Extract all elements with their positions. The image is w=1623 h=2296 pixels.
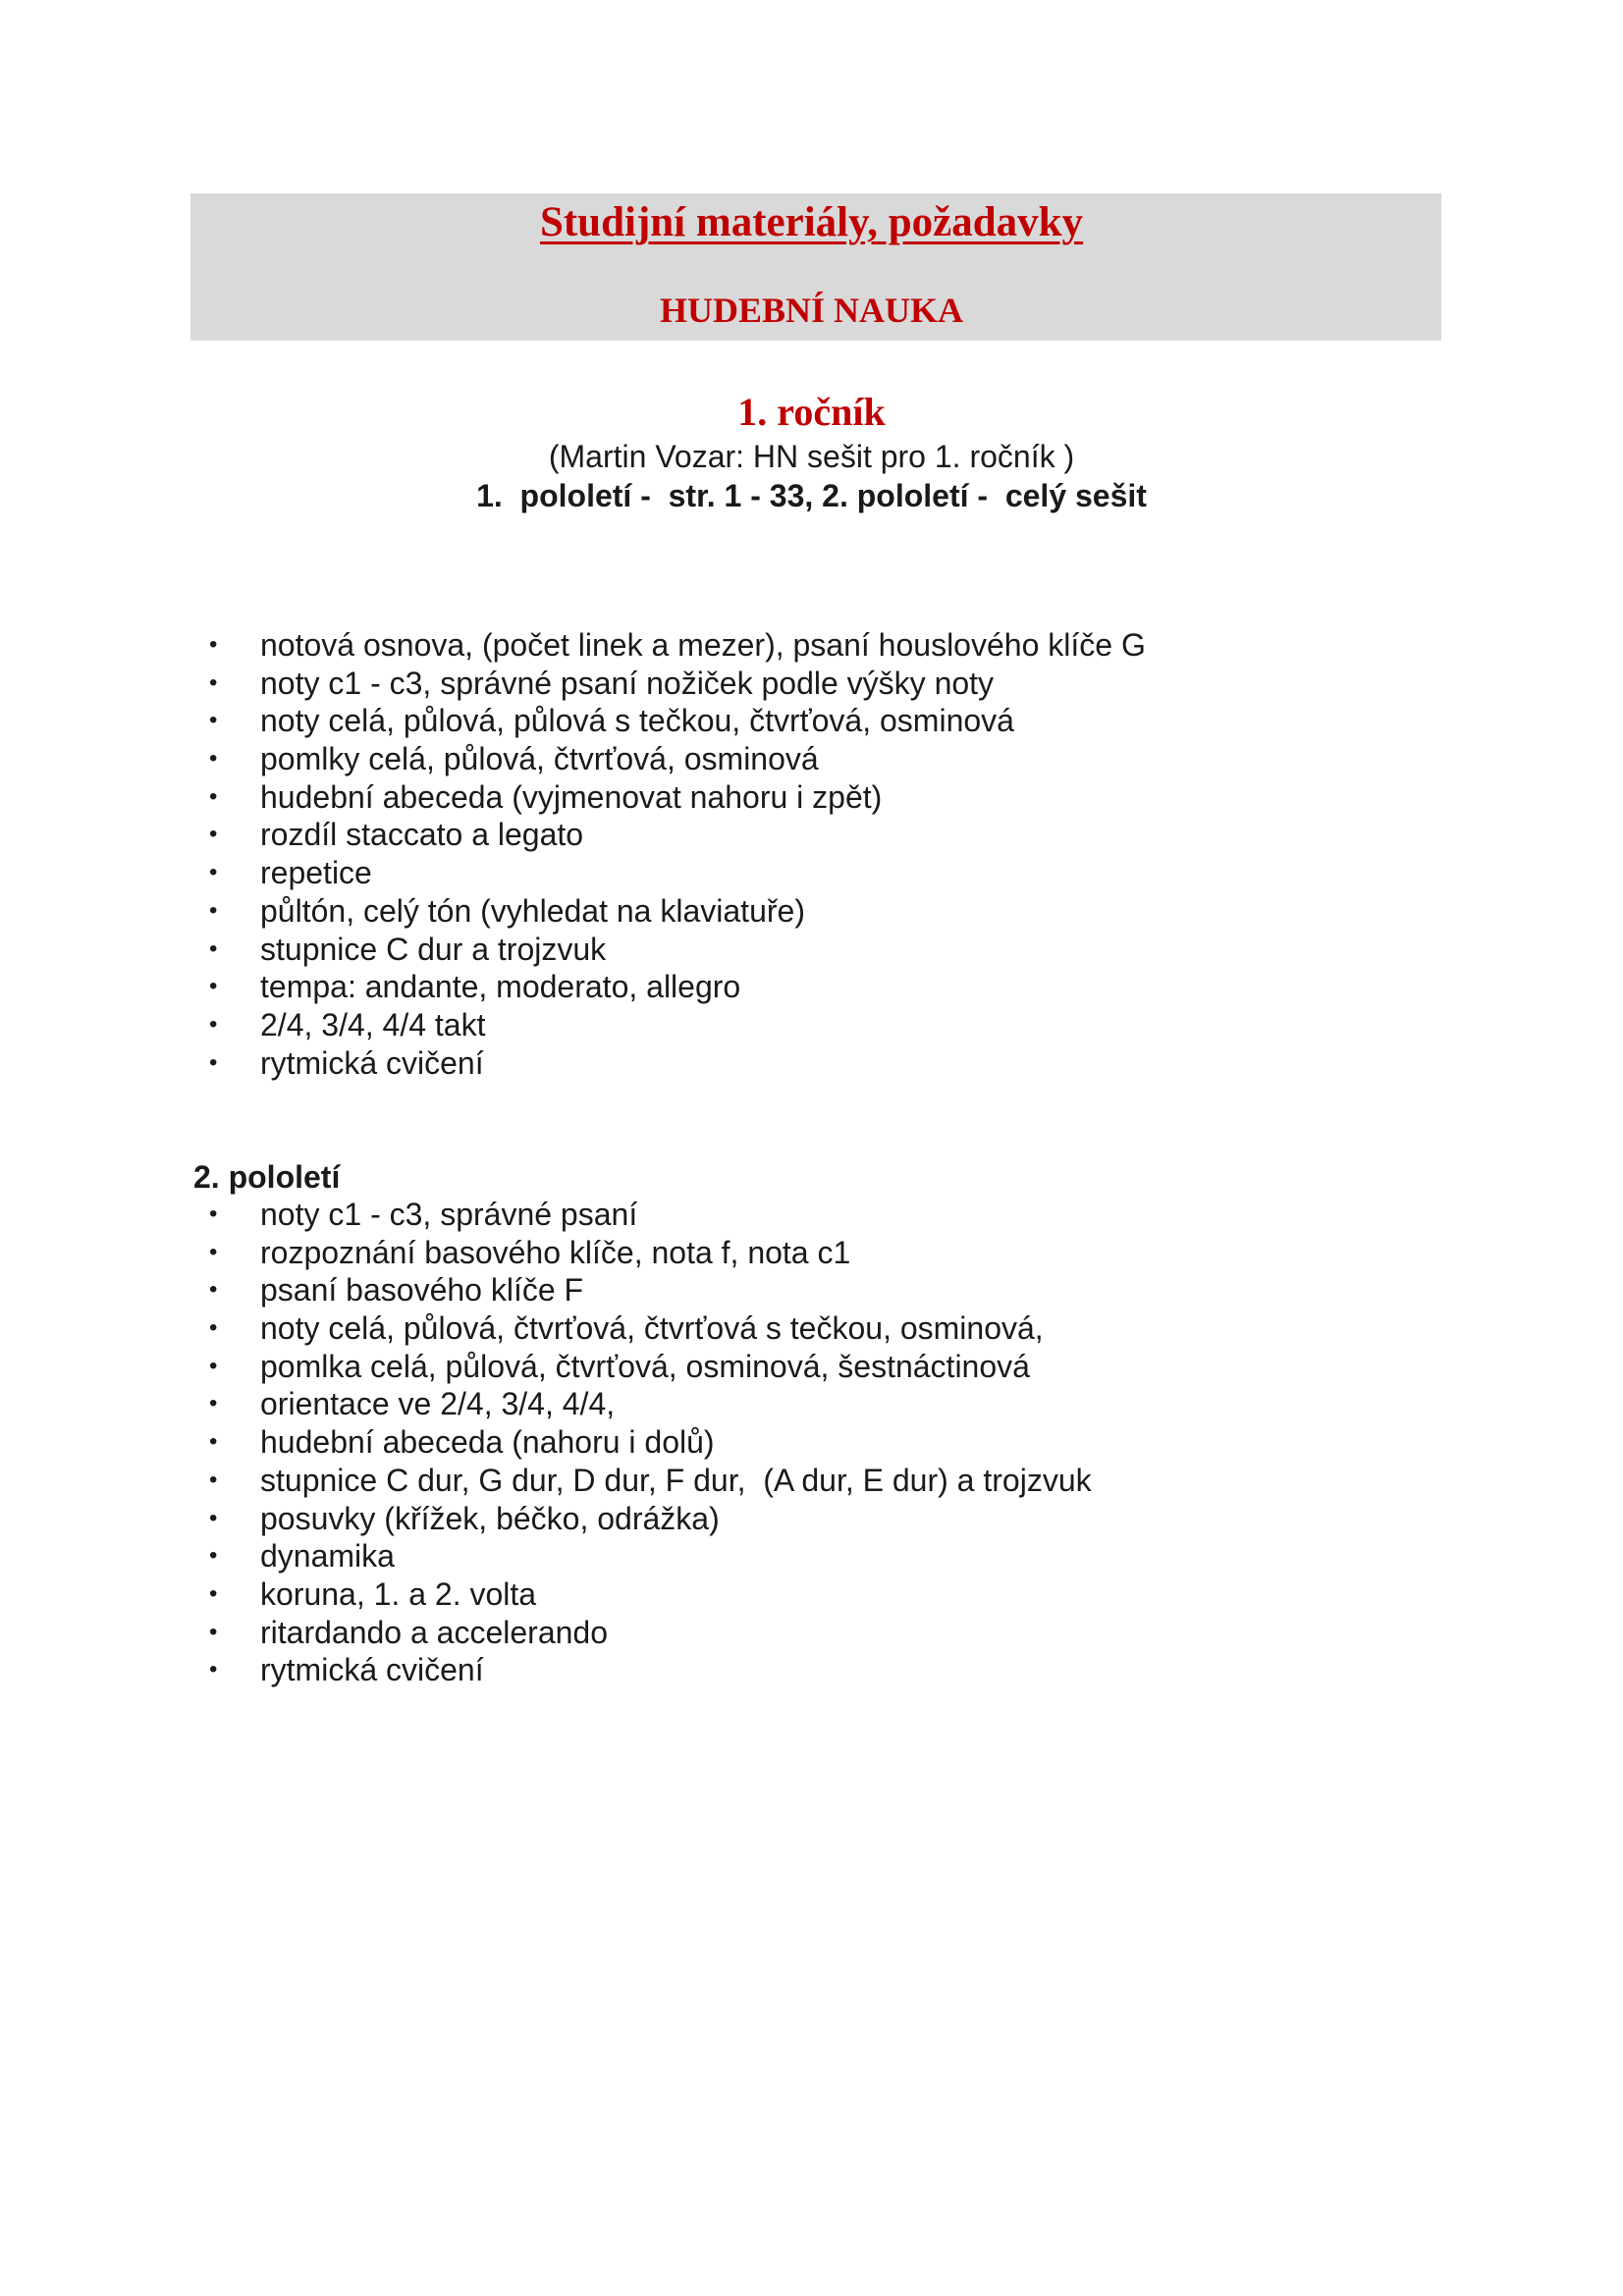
bullet-icon: • [209,1466,218,1493]
grade-title: 1. ročník [737,390,886,434]
list-item-text: koruna, 1. a 2. volta [260,1575,537,1612]
list-item-text: rytmická cvičení [260,1044,484,1081]
list-item-text: hudební abeceda (nahoru i dolů) [260,1424,715,1461]
bullet-icon: • [209,1048,218,1076]
list-item-text: rytmická cvičení [260,1652,484,1688]
list-item-text: orientace ve 2/4, 3/4, 4/4, [260,1386,616,1422]
grade-source: (Martin Vozar: HN sešit pro 1. ročník ) [548,439,1075,474]
list-item-text: tempa: andante, moderato, allegro [260,969,741,1005]
bullet-icon: • [209,1201,218,1227]
list-item-text: posuvky (křížek, béčko, odrážka) [260,1500,720,1536]
bullet-icon: • [209,1276,218,1304]
semester-2-heading: 2. pololetí [193,1159,341,1195]
list-item-text: 2/4, 3/4, 4/4 takt [260,1006,486,1042]
list-item-text: rozdíl staccato a legato [260,817,584,853]
list-item-text: noty celá, půlová, čtvrťová, čtvrťová s tečkou, osminová, [260,1310,1044,1347]
grade-pages: 1. pololetí - str. 1 - 33, 2. pololetí - celý sešit [476,478,1147,513]
bullet-icon: • [209,896,218,924]
bullet-icon: • [209,782,218,810]
list-item-text: rozpoznání basového klíče, nota f, nota c1 [260,1234,851,1270]
bullet-icon: • [209,707,218,734]
list-item-text: stupnice C dur, G dur, D dur, F dur, (A dur, E dur) a trojzvuk [260,1462,1092,1498]
list-item-text: hudební abeceda (vyjmenovat nahoru i zpět) [260,778,883,815]
list-item-text: noty celá, půlová, půlová s tečkou, čtvrťová, osminová [260,703,1014,739]
bullet-icon: • [209,821,218,848]
bullet-icon: • [209,1618,218,1645]
bullet-icon: • [209,1579,218,1607]
bullet-icon: • [209,1238,218,1265]
bullet-icon: • [209,1352,218,1379]
bullet-icon: • [209,1314,218,1342]
document-subtitle: HUDEBNÍ NAUKA [659,291,964,330]
list-item-text: notová osnova, (počet linek a mezer), psaní houslového klíče G [260,627,1146,663]
list-item-text: stupnice C dur a trojzvuk [260,931,607,967]
bullet-icon: • [209,1504,218,1531]
bullet-icon: • [209,859,218,886]
list-item-text: psaní basového klíče F [260,1272,584,1308]
list-item-text: pomlka celá, půlová, čtvrťová, osminová, šestnáctinová [260,1348,1030,1384]
bullet-icon: • [209,1656,218,1683]
document-title: Studijní materiály, požadavky [539,199,1084,245]
bullet-icon: • [209,1390,218,1417]
list-item-text: ritardando a accelerando [260,1614,609,1650]
bullet-icon: • [209,1010,218,1038]
list-item-text: pomlky celá, půlová, čtvrťová, osminová [260,741,819,777]
bullet-icon: • [209,668,218,696]
list-item-text: noty c1 - c3, správné psaní [260,1197,638,1232]
list-item-text: noty c1 - c3, správné psaní nožiček podle výšky noty [260,665,995,701]
list-item-text: půltón, celý tón (vyhledat na klaviatuře) [260,892,805,929]
bullet-icon: • [209,1428,218,1456]
bullet-icon: • [209,934,218,962]
bullet-icon: • [209,631,218,658]
bullet-icon: • [209,973,218,1000]
list-item-text: dynamika [260,1538,395,1575]
list-item-text: repetice [260,855,372,891]
bullet-icon: • [209,745,218,773]
bullet-icon: • [209,1542,218,1570]
